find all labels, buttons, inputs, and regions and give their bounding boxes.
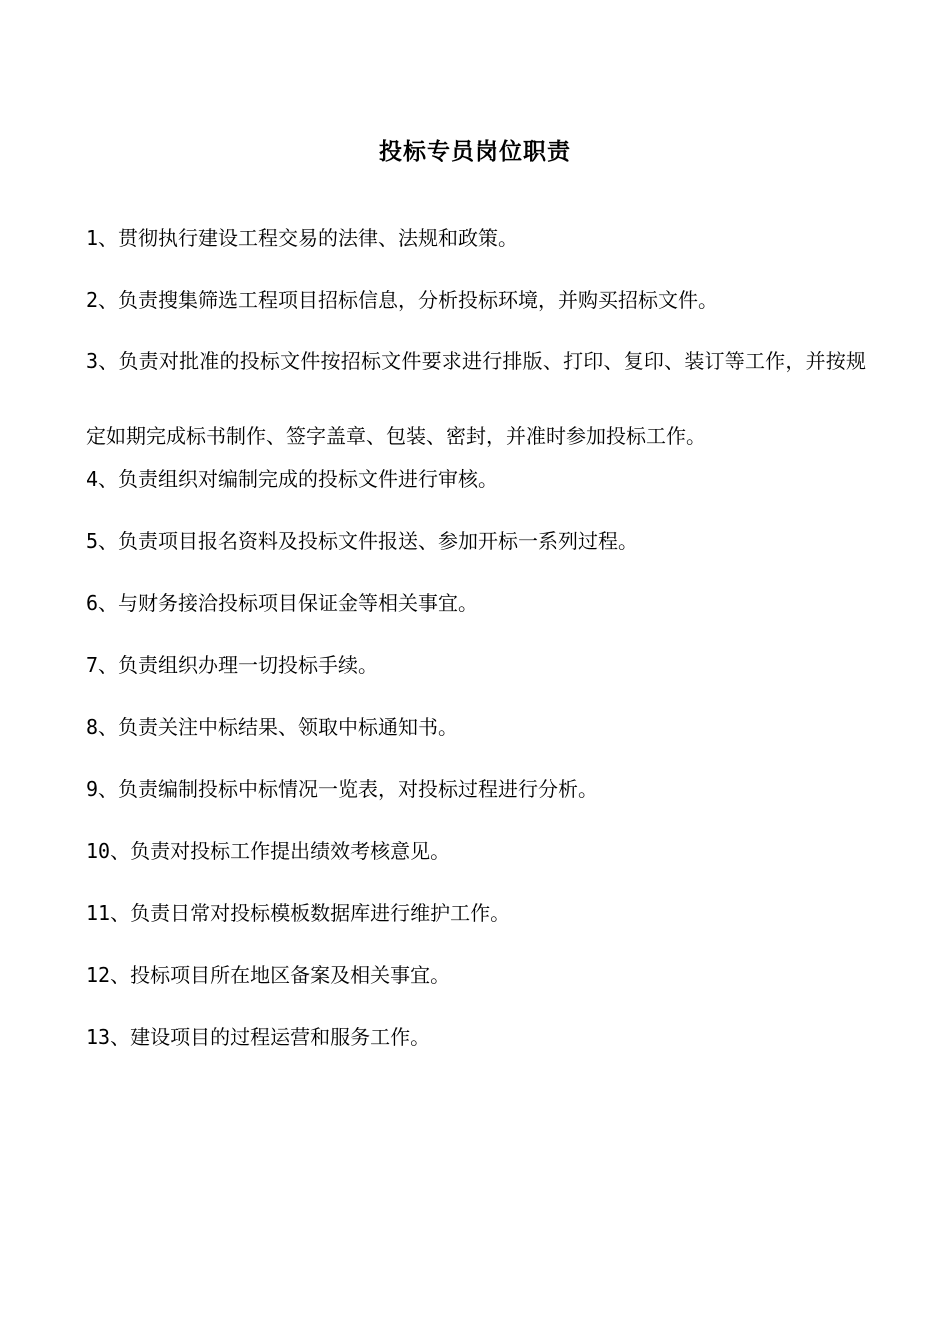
- list-item: 4、负责组织对编制完成的投标文件进行审核。: [86, 467, 499, 491]
- list-item: 10、负责对投标工作提出绩效考核意见。: [86, 839, 451, 863]
- duty-list: [86, 220, 866, 1081]
- list-item: 8、负责关注中标结果、领取中标通知书。: [86, 715, 459, 739]
- list-item: 1、贯彻执行建设工程交易的法律、法规和政策。: [86, 226, 519, 250]
- list-item: 3、负责对批准的投标文件按招标文件要求进行排版、打印、复印、装订等工作，并按规定如期完成标书制作、签字盖章、包装、密封，并准时参加投标工作。: [86, 349, 866, 448]
- list-item: 6、与财务接洽投标项目保证金等相关事宜。: [86, 591, 479, 615]
- page-title: 投标专员岗位职责: [379, 139, 571, 165]
- list-item: 2、负责搜集筛选工程项目招标信息，分析投标环境，并购买招标文件。: [86, 288, 719, 312]
- list-item: 7、负责组织办理一切投标手续。: [86, 653, 379, 677]
- list-item: 5、负责项目报名资料及投标文件报送、参加开标一系列过程。: [86, 529, 639, 553]
- list-item: 12、投标项目所在地区备案及相关事宜。: [86, 963, 451, 987]
- list-item: 11、负责日常对投标模板数据库进行维护工作。: [86, 901, 511, 925]
- list-item: 9、负责编制投标中标情况一览表，对投标过程进行分析。: [86, 777, 599, 801]
- list-item: 13、建设项目的过程运营和服务工作。: [86, 1025, 431, 1049]
